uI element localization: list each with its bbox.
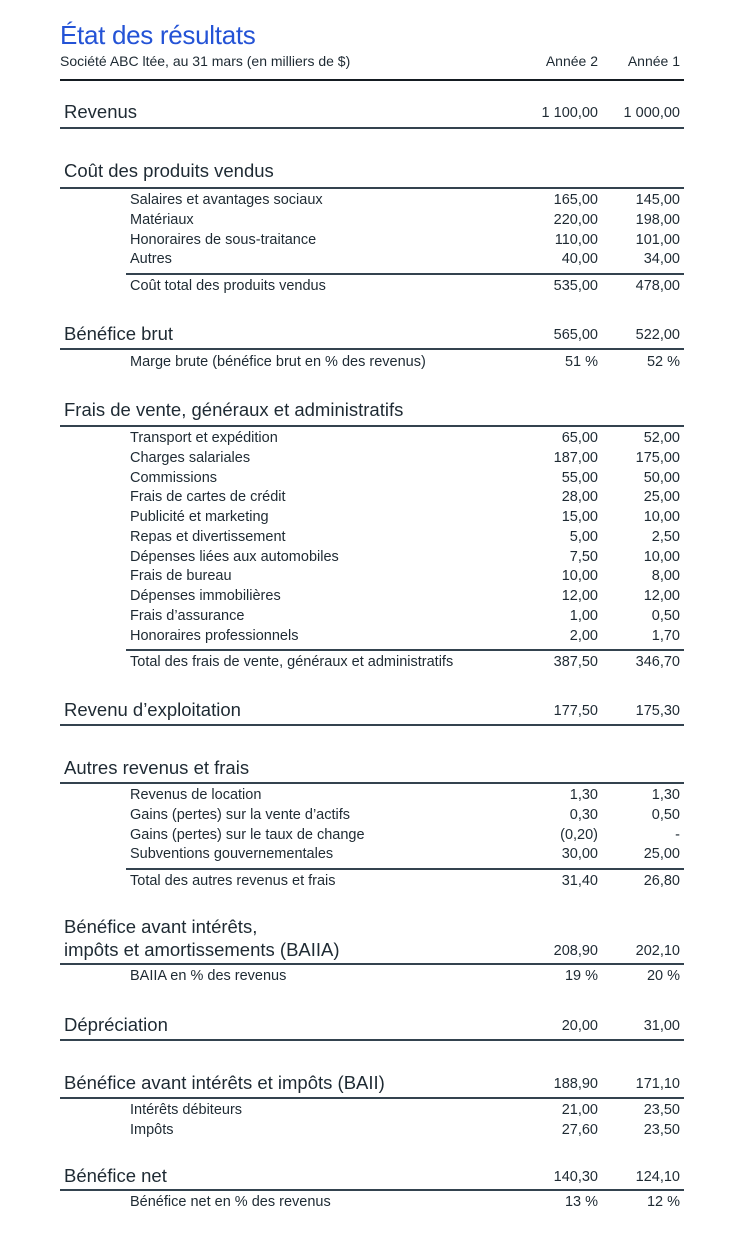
table-row <box>60 450 684 470</box>
row-label: Matériaux <box>130 212 194 228</box>
divider <box>60 1097 684 1099</box>
cogs-heading: Coût des produits vendus <box>64 160 274 181</box>
row-year2: 187,00 <box>553 450 598 466</box>
row-year2: 30,00 <box>561 846 598 862</box>
header-divider <box>60 79 684 81</box>
row-label: Total des autres revenus et frais <box>130 873 336 889</box>
row-label: Honoraires de sous-traitance <box>130 232 317 248</box>
table-row <box>60 588 684 608</box>
row-year2: 165,00 <box>553 192 598 208</box>
row-year1: 26,80 <box>643 873 680 889</box>
row-label: Bénéfice avant intérêts et impôts (BAII) <box>64 1072 385 1093</box>
row-year2: 220,00 <box>553 212 598 228</box>
row-year2: 40,00 <box>561 251 598 267</box>
row-year2: 140,30 <box>553 1169 598 1185</box>
row-year1: - <box>675 827 680 843</box>
cogs-heading-row <box>60 160 684 180</box>
row-year1: 522,00 <box>635 327 680 343</box>
table-row <box>60 232 684 252</box>
row-year2: 2,00 <box>569 628 598 644</box>
row-year1: 25,00 <box>643 489 680 505</box>
table-row <box>60 1122 684 1142</box>
divider <box>60 1039 684 1041</box>
table-row <box>60 470 684 490</box>
row-year1: 175,00 <box>635 450 680 466</box>
row-year1: 1,30 <box>651 787 680 803</box>
row-year1: 10,00 <box>643 509 680 525</box>
row-label: Coût total des produits vendus <box>130 278 326 294</box>
table-row <box>60 489 684 509</box>
revenue-label: Revenus <box>64 101 138 122</box>
page-title: État des résultats <box>60 20 256 50</box>
row-year1: 0,50 <box>651 608 680 624</box>
row-label-line1: Bénéfice avant intérêts, <box>64 916 258 937</box>
row-year1: 10,00 <box>643 549 680 565</box>
other-heading: Autres revenus et frais <box>64 757 250 778</box>
table-row <box>60 529 684 549</box>
row-label: Honoraires professionnels <box>130 628 299 644</box>
table-row <box>60 549 684 569</box>
revenue-row <box>60 101 684 121</box>
row-year1: 202,10 <box>635 943 680 959</box>
row-label: Dépenses immobilières <box>130 588 281 604</box>
divider <box>60 963 684 965</box>
row-label: Gains (pertes) sur la vente d’actifs <box>130 807 351 823</box>
row-year2: 21,00 <box>561 1102 598 1118</box>
row-year2: 15,00 <box>561 509 598 525</box>
row-label: Bénéfice net <box>64 1165 167 1186</box>
table-row <box>60 568 684 588</box>
row-year1: 198,00 <box>635 212 680 228</box>
row-year1: 145,00 <box>635 192 680 208</box>
row-label: Revenus de location <box>130 787 262 803</box>
row-label-line2: impôts et amortissements (BAIIA) <box>64 939 340 960</box>
row-year2: 31,40 <box>561 873 598 889</box>
table-row <box>60 509 684 529</box>
ebitda-row <box>60 915 684 961</box>
gross-margin-row <box>60 354 684 374</box>
column-header-year1: Année 1 <box>627 53 680 69</box>
row-label: Frais de bureau <box>130 568 232 584</box>
row-year1: 50,00 <box>643 470 680 486</box>
row-year1: 23,50 <box>643 1122 680 1138</box>
subtotal-divider <box>126 273 684 275</box>
row-year2: 28,00 <box>561 489 598 505</box>
row-label: Bénéfice net en % des revenus <box>130 1194 331 1210</box>
row-year1: 12,00 <box>643 588 680 604</box>
row-year1: 23,50 <box>643 1102 680 1118</box>
row-label: Commissions <box>130 470 218 486</box>
row-year2: 20,00 <box>561 1018 598 1034</box>
sga-heading: Frais de vente, généraux et administratifs <box>64 399 404 420</box>
table-row <box>60 430 684 450</box>
row-year1: 1,70 <box>651 628 680 644</box>
divider <box>60 1189 684 1191</box>
table-row <box>60 807 684 827</box>
divider <box>60 782 684 784</box>
row-year2: 27,60 <box>561 1122 598 1138</box>
row-year1: 171,10 <box>635 1076 680 1092</box>
table-row <box>60 251 684 271</box>
divider <box>60 348 684 350</box>
row-year1: 346,70 <box>635 654 680 670</box>
row-label: Intérêts débiteurs <box>130 1102 243 1118</box>
table-row <box>60 628 684 648</box>
sga-heading-row <box>60 399 684 419</box>
row-year1: 124,10 <box>635 1169 680 1185</box>
row-label: Repas et divertissement <box>130 529 286 545</box>
row-label: Marge brute (bénéfice brut en % des revenus) <box>130 354 426 370</box>
row-year2: 7,50 <box>569 549 598 565</box>
subtotal-divider <box>126 649 684 651</box>
row-year1: 8,00 <box>651 568 680 584</box>
row-year1: 52 % <box>646 354 680 370</box>
divider <box>60 425 684 427</box>
row-year1: 0,50 <box>651 807 680 823</box>
column-header-year2: Année 2 <box>545 53 598 69</box>
row-year2: 12,00 <box>561 588 598 604</box>
row-label: Salaires et avantages sociaux <box>130 192 323 208</box>
row-year2: 387,50 <box>553 654 598 670</box>
table-row <box>60 846 684 866</box>
table-row <box>60 212 684 232</box>
divider <box>60 127 684 129</box>
other-total-row <box>60 873 684 893</box>
row-year1: 25,00 <box>643 846 680 862</box>
row-label: Dépenses liées aux automobiles <box>130 549 339 565</box>
table-row <box>60 608 684 628</box>
other-heading-row <box>60 757 684 777</box>
subtotal-divider <box>126 868 684 870</box>
row-year1: 101,00 <box>635 232 680 248</box>
row-label: Autres <box>130 251 172 267</box>
row-year2: 0,30 <box>569 807 598 823</box>
row-year2: (0,20) <box>560 827 598 843</box>
cogs-total-row <box>60 278 684 298</box>
row-label: Impôts <box>130 1122 174 1138</box>
divider <box>60 187 684 189</box>
row-year2: 565,00 <box>553 327 598 343</box>
ebitda-pct-row <box>60 968 684 988</box>
gross-profit-row <box>60 323 684 343</box>
row-year1: 175,30 <box>635 703 680 719</box>
row-year1: 52,00 <box>643 430 680 446</box>
row-year1: 478,00 <box>635 278 680 294</box>
operating-income-row <box>60 699 684 719</box>
row-year1: 2,50 <box>651 529 680 545</box>
row-label: Frais d’assurance <box>130 608 245 624</box>
row-year2: 5,00 <box>569 529 598 545</box>
row-year2: 208,90 <box>553 943 598 959</box>
table-row <box>60 827 684 847</box>
sga-total-row <box>60 654 684 674</box>
row-year2: 1,00 <box>569 608 598 624</box>
row-year2: 535,00 <box>553 278 598 294</box>
row-label: Gains (pertes) sur le taux de change <box>130 827 365 843</box>
depreciation-row <box>60 1014 684 1034</box>
row-year2: 177,50 <box>553 703 598 719</box>
row-label: Dépréciation <box>64 1014 168 1035</box>
revenue-year2: 1 100,00 <box>541 105 598 121</box>
row-label: Bénéfice brut <box>64 323 174 344</box>
row-year2: 13 % <box>564 1194 598 1210</box>
row-label: Transport et expédition <box>130 430 278 446</box>
row-year1: 12 % <box>646 1194 680 1210</box>
row-year2: 110,00 <box>554 232 598 248</box>
row-year2: 1,30 <box>569 787 598 803</box>
row-label: Revenu d’exploitation <box>64 699 241 720</box>
row-label: Total des frais de vente, généraux et administratifs <box>130 654 454 670</box>
row-year2: 55,00 <box>561 470 598 486</box>
table-row <box>60 192 684 212</box>
net-margin-row <box>60 1194 684 1214</box>
row-year2: 51 % <box>564 354 598 370</box>
row-label: Subventions gouvernementales <box>130 846 334 862</box>
row-year2: 10,00 <box>561 568 598 584</box>
net-income-row <box>60 1165 684 1185</box>
row-label: Publicité et marketing <box>130 509 269 525</box>
row-label: BAIIA en % des revenus <box>130 968 287 984</box>
row-year1: 34,00 <box>643 251 680 267</box>
row-year1: 20 % <box>646 968 680 984</box>
table-row <box>60 1102 684 1122</box>
row-label: Frais de cartes de crédit <box>130 489 286 505</box>
row-year2: 19 % <box>564 968 598 984</box>
row-year2: 188,90 <box>553 1076 598 1092</box>
ebit-row <box>60 1072 684 1092</box>
row-year2: 65,00 <box>561 430 598 446</box>
page-subtitle: Société ABC ltée, au 31 mars (en milliers de $) <box>60 53 351 69</box>
revenue-year1: 1 000,00 <box>623 105 680 121</box>
divider <box>60 724 684 726</box>
row-label: Charges salariales <box>130 450 251 466</box>
table-row <box>60 787 684 807</box>
row-year1: 31,00 <box>643 1018 680 1034</box>
